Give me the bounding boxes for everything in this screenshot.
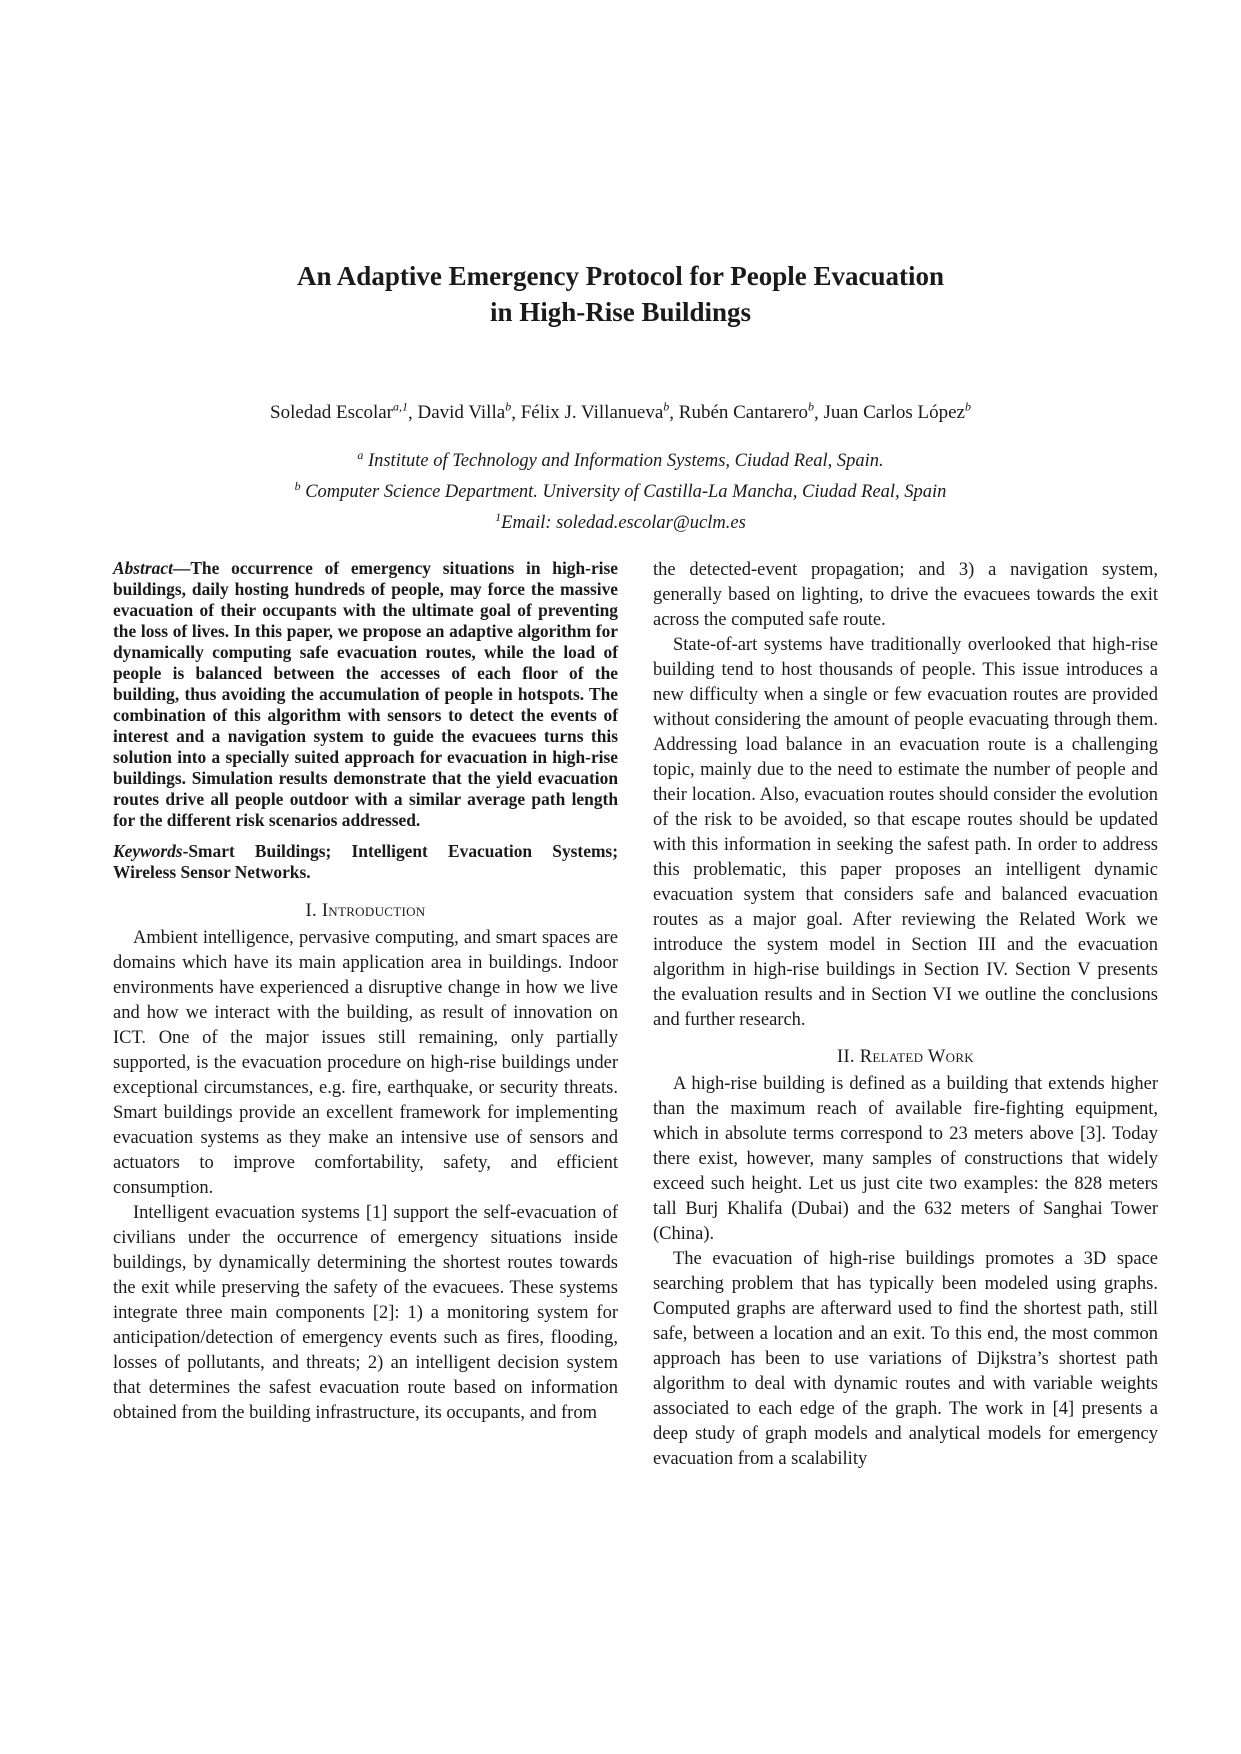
paragraph: The evacuation of high-rise buildings promotes a 3D space searching problem that has typically been modeled using graphs. Computed graphs are afterward used to find the shortest path, still safe, between a location and an exit. To this end, the most common approach has been to use variations of Dijkstra’s shortest path algorithm to deal with dynamic routes and with variable weights associated to each edge of the graph. The work in [4] presents a deep study of graph models and analytical models for emergency evacuation from a scalability [653,1249,1158,1469]
paper-title-line-1: An Adaptive Emergency Protocol for People Evacuation [297,261,944,291]
section-heading-introduction: I. Introduction [305,901,426,921]
author: Rubén Cantarero$^b$ [678,400,815,424]
author: David Villa$^b$ [417,400,512,424]
affiliations [0,443,1241,536]
author: Soledad Escolar$^{a,1}$ [270,400,408,424]
corresponding-email: $^1$Email: soledad.escolar@uclm.es [495,510,746,534]
affiliation-a: $^a$ Institute of Technology and Information Systems, Ciudad Real, Spain. [357,448,884,472]
paper-title [0,258,1241,330]
section-heading-related-work: II. Related Work [836,1047,974,1067]
right-column [653,558,1158,1472]
author: Juan Carlos López$^b$ [823,400,971,424]
paragraph: A high-rise building is defined as a building that extends higher than the maximum reach of available fire-fighting equipment, which in absolute terms correspond to 23 meters above [3]. Today there exist, however, many samples of constructions that widely exceed such height. Let us just cite two examples: the 828 meters tall Burj Khalifa (Dubai) and the 632 meters of Sanghai Tower (China). [653,1074,1158,1244]
keywords-label: Keywords [113,841,183,861]
author: Félix J. Villanueva$^b$ [520,400,670,424]
abstract [113,558,618,831]
affiliation-b: $^b$ Computer Science Department. University of Castilla-La Mancha, Ciudad Real, Spain [294,479,947,503]
paragraph: the detected-event propagation; and 3) a navigation system, generally based on lighting, to drive the evacuees towards the exit across the computed safe route. [653,560,1158,630]
left-column [113,558,618,1426]
abstract-label: Abstract [113,558,173,578]
keywords-text: -Smart Buildings; Intelligent Evacuation Systems; Wireless Sensor Networks. [113,841,618,882]
paragraph: State-of-art systems have traditionally overlooked that high-rise building tend to host thousands of people. This issue introduces a new difficulty when a single or few evacuation routes are provided without considering the amount of people evacuating through them. Addressing load balance in an evacuation route is a challenging topic, mainly due to the need to estimate the number of people and their location. Also, evacuation routes should consider the evolution of the risk to be avoided, so that escape routes should be updated with this information in seeking the safest path. In order to address this problematic, this paper proposes an intelligent dynamic evacuation system that considers safe and balanced evacuation routes as a major goal. After reviewing the Related Work we introduce the system model in Section III and the evacuation algorithm in high-rise buildings in Section IV. Section V presents the evaluation results and in Section VI we outline the conclusions and further research. [653,635,1158,1030]
paper-title-line-2: in High-Rise Buildings [489,297,752,327]
keywords [113,841,618,883]
paragraph: Ambient intelligence, pervasive computing, and smart spaces are domains which have its main application area in buildings. Indoor environments have experienced a disruptive change in how we live and how we interact with the building, as result of innovation on ICT. One of the major issues still remaining, only partially supported, is the evacuation procedure on high-rise buildings under exceptional circumstances, e.g. fire, earthquake, or security threats. Smart buildings provide an excellent framework for implementing evacuation systems as they make an intensive use of sensors and actuators to improve comfortability, safety, and efficient consumption. [113,928,618,1198]
abstract-text: —The occurrence of emergency situations in high-rise buildings, daily hosting hundreds of people, may force the massive evacuation of their occupants with the ultimate goal of preventing the loss of lives. In this paper, we propose an adaptive algorithm for dynamically computing safe evacuation routes, while the load of people is balanced between the accesses of each floor of the building, thus avoiding the accumulation of people in hotspots. The combination of this algorithm with sensors to detect the events of interest and a navigation system to guide the evacuees turns this solution into a specially suited approach for evacuation in high-rise buildings. Simulation results demonstrate that the yield evacuation routes drive all people outdoor with a similar average path length for the different risk scenarios addressed. [113,558,618,830]
paragraph: Intelligent evacuation systems [1] support the self-evacuation of civilians under the occurrence of emergency situations inside buildings, by dynamically determining the shortest routes towards the exit while preserving the safety of the evacuees. These systems integrate three main components [2]: 1) a monitoring system for anticipation/detection of emergency events such as fires, flooding, losses of pollutants, and threats; 2) an intelligent decision system that determines the safest evacuation route based on information obtained from the building infrastructure, its occupants, and from [113,1203,618,1423]
author-list: Soledad Escolar$^{a,1}$, David Villa$^b$, Félix J. Villanueva$^b$, Rubén Cantarero$^b$, Juan Carlos López$^b$ [270,400,971,424]
